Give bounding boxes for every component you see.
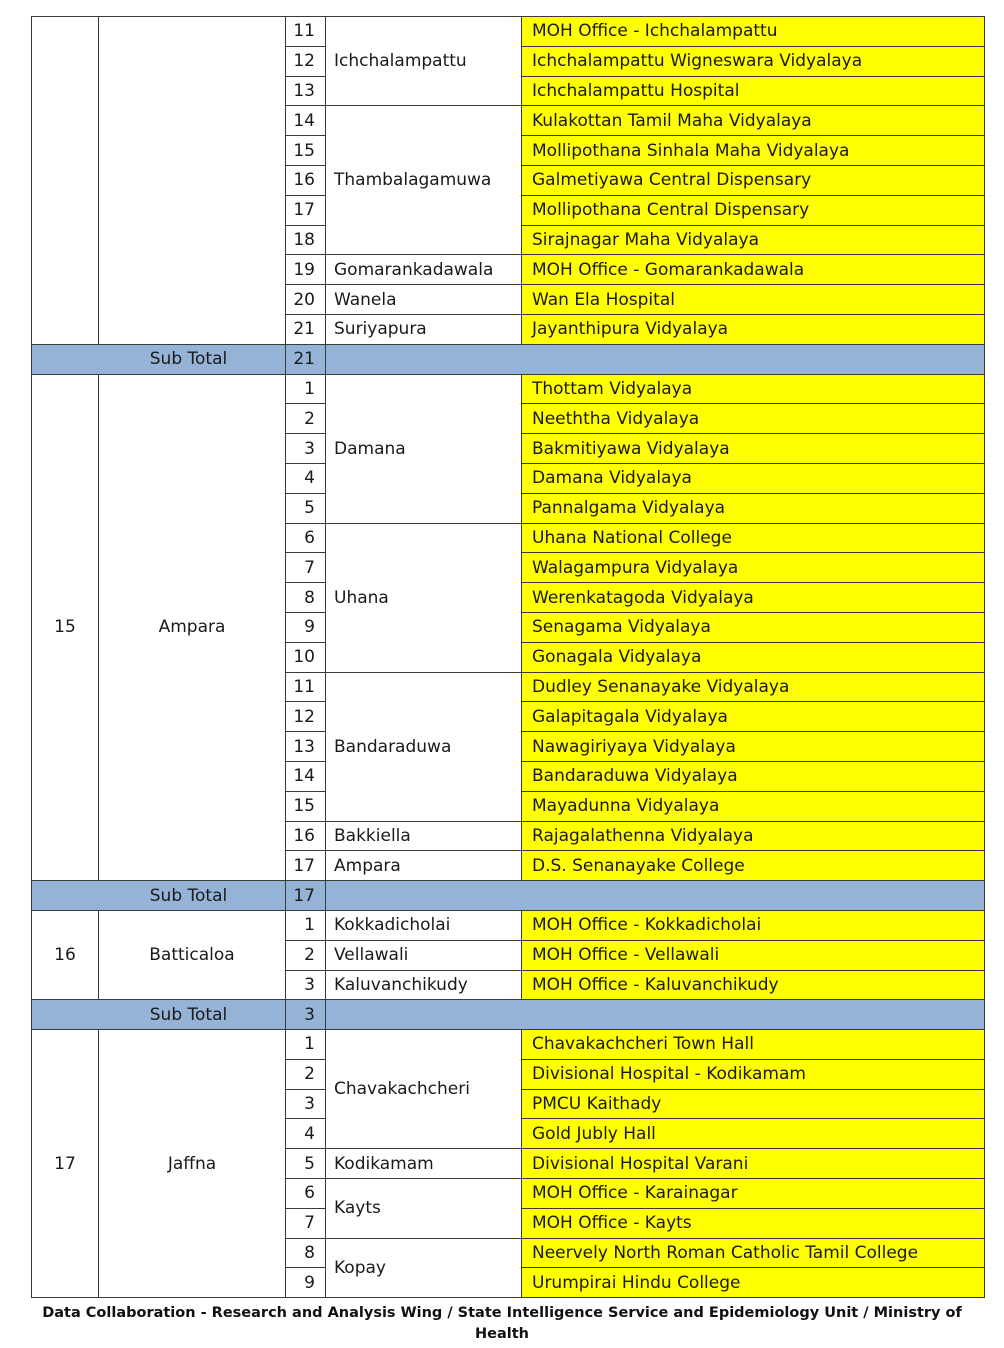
moh-area-cell: Kopay [326,1238,522,1298]
moh-area-cell: Kodikamam [326,1149,522,1179]
row-number: 4 [286,1119,326,1149]
table-row [32,17,985,47]
moh-area-cell: Wanela [326,285,522,315]
subtotal-value: 3 [286,1000,326,1030]
moh-area-cell: Bandaraduwa [326,672,522,821]
footer-credit: Data Collaboration - Research and Analysis Wing / State Intelligence Service and Epidemiology Unit / Ministry of Health [42,1305,962,1342]
location-cell: MOH Office - Ichchalampattu [522,17,985,47]
table-row [32,910,985,940]
row-number: 7 [286,1208,326,1238]
moh-area-cell: Thambalagamuwa [326,106,522,255]
row-number: 14 [286,106,326,136]
row-number: 6 [286,1179,326,1209]
location-cell: Gonagala Vidyalaya [522,642,985,672]
moh-area-cell: Kaluvanchikudy [326,970,522,1000]
subtotal-empty [326,881,985,911]
row-number: 6 [286,523,326,553]
row-number: 20 [286,285,326,315]
location-cell: Galmetiyawa Central Dispensary [522,165,985,195]
row-number: 8 [286,1238,326,1268]
location-cell: MOH Office - Gomarankadawala [522,255,985,285]
location-cell: Gold Jubly Hall [522,1119,985,1149]
location-cell: MOH Office - Kaluvanchikudy [522,970,985,1000]
district-number-cell: 16 [32,910,99,999]
subtotal-label: Sub Total [32,881,286,911]
row-number: 1 [286,910,326,940]
location-cell: D.S. Senanayake College [522,851,985,881]
location-cell: Damana Vidyalaya [522,463,985,493]
row-number: 9 [286,1268,326,1298]
subtotal-value: 21 [286,344,326,374]
row-number: 10 [286,642,326,672]
district-name-cell: Ampara [99,374,286,881]
location-cell: Dudley Senanayake Vidyalaya [522,672,985,702]
location-cell: MOH Office - Karainagar [522,1179,985,1209]
location-cell: Chavakachcheri Town Hall [522,1030,985,1060]
moh-area-cell: Ichchalampattu [326,17,522,106]
row-number: 17 [286,851,326,881]
row-number: 5 [286,1149,326,1179]
location-cell: Wan Ela Hospital [522,285,985,315]
location-cell: Senagama Vidyalaya [522,612,985,642]
subtotal-row [32,1000,985,1030]
location-cell: MOH Office - Kayts [522,1208,985,1238]
subtotal-empty [326,344,985,374]
row-number: 11 [286,672,326,702]
location-cell: Jayanthipura Vidyalaya [522,314,985,344]
row-number: 3 [286,434,326,464]
location-cell: Sirajnagar Maha Vidyalaya [522,225,985,255]
row-number: 18 [286,225,326,255]
table-row [32,1030,985,1060]
location-cell: Neeththa Vidyalaya [522,404,985,434]
location-cell: Urumpirai Hindu College [522,1268,985,1298]
row-number: 9 [286,612,326,642]
subtotal-label: Sub Total [32,1000,286,1030]
row-number: 13 [286,76,326,106]
row-number: 21 [286,314,326,344]
row-number: 2 [286,404,326,434]
subtotal-label: Sub Total [32,344,286,374]
row-number: 2 [286,940,326,970]
row-number: 14 [286,761,326,791]
row-number: 16 [286,821,326,851]
location-cell: Thottam Vidyalaya [522,374,985,404]
subtotal-row [32,881,985,911]
district-number-cell [32,17,99,345]
row-number: 4 [286,463,326,493]
moh-area-cell: Ampara [326,851,522,881]
district-name-cell: Jaffna [99,1030,286,1298]
location-cell: Divisional Hospital - Kodikamam [522,1059,985,1089]
location-cell: MOH Office - Vellawali [522,940,985,970]
location-cell: Walagampura Vidyalaya [522,553,985,583]
district-number-cell: 17 [32,1030,99,1298]
location-cell: Bakmitiyawa Vidyalaya [522,434,985,464]
location-cell: Pannalgama Vidyalaya [522,493,985,523]
location-cell: Bandaraduwa Vidyalaya [522,761,985,791]
location-cell: Mollipothana Central Dispensary [522,195,985,225]
location-cell: Werenkatagoda Vidyalaya [522,583,985,613]
row-number: 5 [286,493,326,523]
location-cell: Nawagiriyaya Vidyalaya [522,732,985,762]
moh-area-cell: Uhana [326,523,522,672]
subtotal-empty [326,1000,985,1030]
district-number-cell: 15 [32,374,99,881]
row-number: 1 [286,1030,326,1060]
moh-area-cell: Bakkiella [326,821,522,851]
moh-area-cell: Vellawali [326,940,522,970]
location-cell: Divisional Hospital Varani [522,1149,985,1179]
moh-area-cell: Kayts [326,1179,522,1239]
moh-area-cell: Kokkadicholai [326,910,522,940]
district-name-cell: Batticaloa [99,910,286,999]
location-cell: Ichchalampattu Wigneswara Vidyalaya [522,46,985,76]
row-number: 17 [286,195,326,225]
row-number: 8 [286,583,326,613]
row-number: 13 [286,732,326,762]
row-number: 2 [286,1059,326,1089]
district-name-cell [99,17,286,345]
location-cell: Galapitagala Vidyalaya [522,702,985,732]
location-cell: Ichchalampattu Hospital [522,76,985,106]
location-cell: PMCU Kaithady [522,1089,985,1119]
location-cell: Mollipothana Sinhala Maha Vidyalaya [522,136,985,166]
row-number: 19 [286,255,326,285]
location-cell: Uhana National College [522,523,985,553]
row-number: 1 [286,374,326,404]
table-row [32,374,985,404]
row-number: 11 [286,17,326,47]
row-number: 12 [286,46,326,76]
moh-area-cell: Damana [326,374,522,523]
row-number: 15 [286,791,326,821]
row-number: 12 [286,702,326,732]
subtotal-value: 17 [286,881,326,911]
location-cell: MOH Office - Kokkadicholai [522,910,985,940]
location-cell: Kulakottan Tamil Maha Vidyalaya [522,106,985,136]
location-cell: Mayadunna Vidyalaya [522,791,985,821]
row-number: 3 [286,970,326,1000]
vaccination-centres-table [31,16,985,1298]
moh-area-cell: Suriyapura [326,314,522,344]
location-cell: Neervely North Roman Catholic Tamil College [522,1238,985,1268]
moh-area-cell: Chavakachcheri [326,1030,522,1149]
row-number: 7 [286,553,326,583]
row-number: 3 [286,1089,326,1119]
row-number: 15 [286,136,326,166]
row-number: 16 [286,165,326,195]
moh-area-cell: Gomarankadawala [326,255,522,285]
location-cell: Rajagalathenna Vidyalaya [522,821,985,851]
subtotal-row [32,344,985,374]
